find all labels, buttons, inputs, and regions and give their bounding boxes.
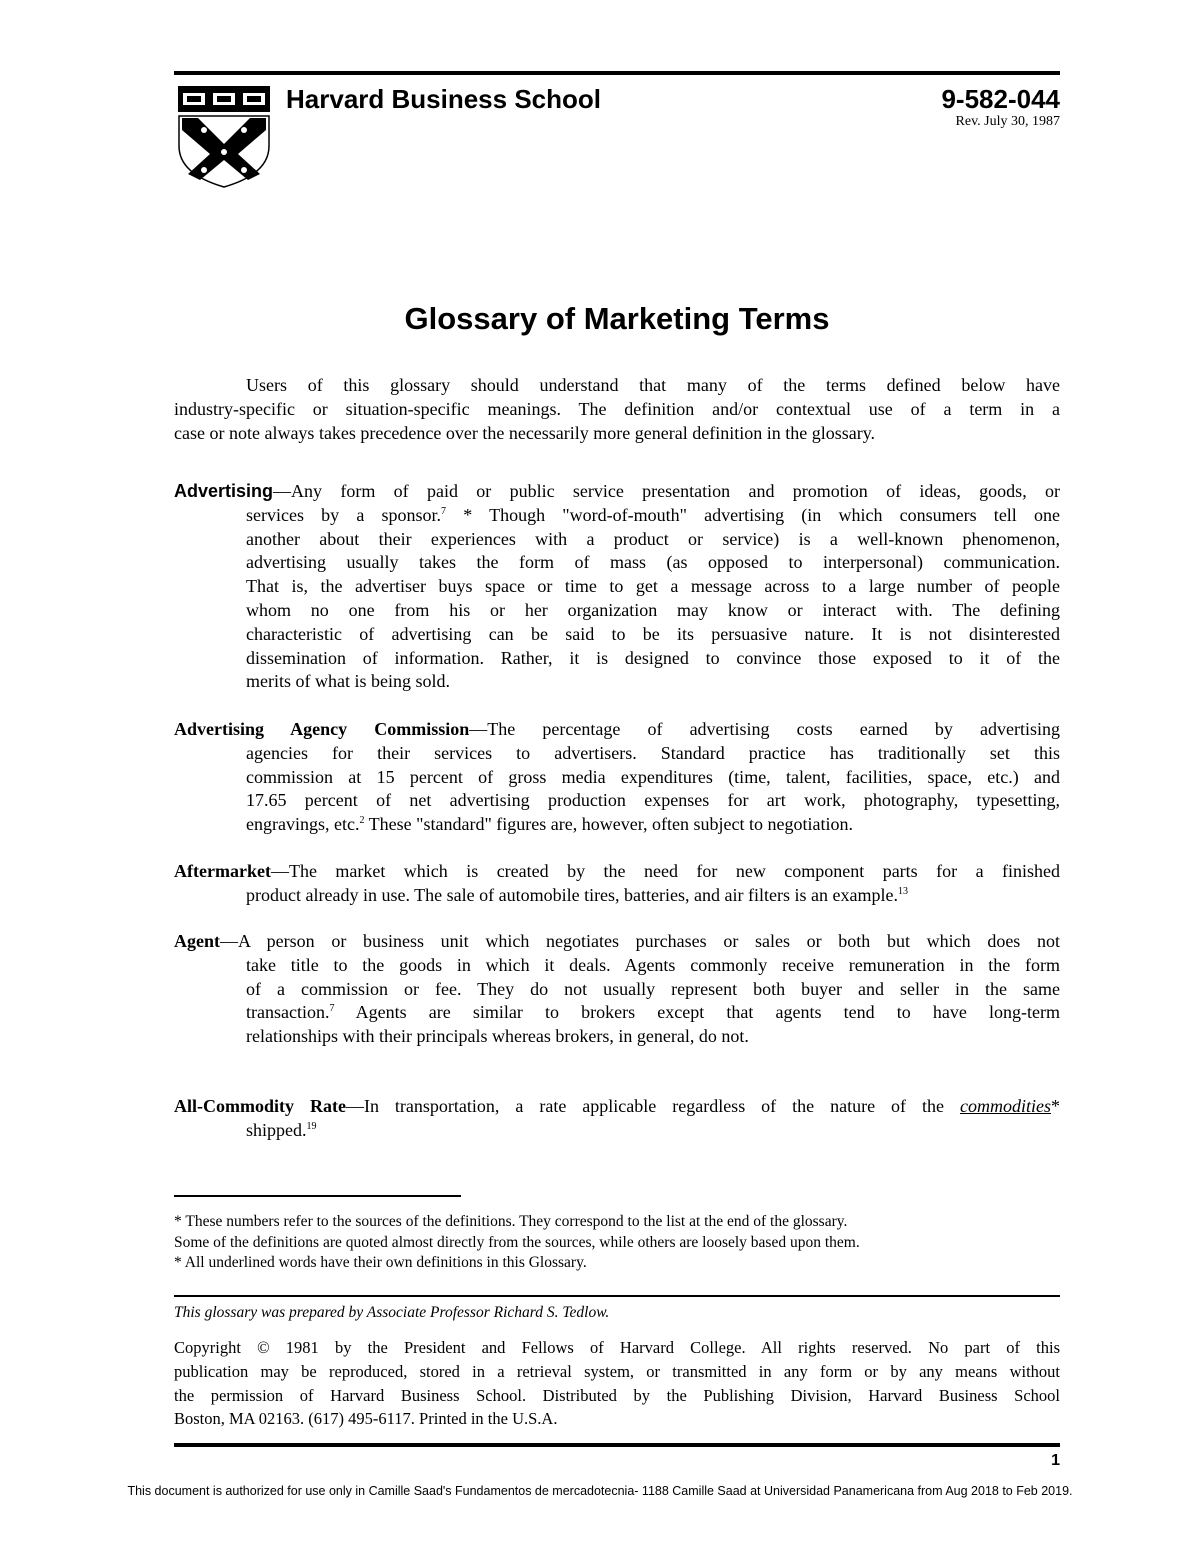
- document-number: 9-582-044: [941, 84, 1060, 114]
- intro-line: case or note always takes precedence over the necessarily more general definition in the glossary.: [174, 422, 876, 443]
- footer-rule: [174, 1295, 1060, 1297]
- hbs-shield-logo: [178, 86, 270, 188]
- page-number: 1: [1051, 1452, 1060, 1469]
- footnote-rule: [174, 1195, 461, 1197]
- definition-line: [174, 647, 1060, 671]
- definition-text: services by a sponsor.: [246, 504, 442, 525]
- definition-text: take title to the goods in which it deals. Agents commonly receive remuneration in the form: [246, 954, 1060, 975]
- definition-text: That is, the advertiser buys space or time to get a message across to a large number of people: [246, 576, 1060, 597]
- definition-text: advertising usually takes the form of mass (as opposed to interpersonal) communication.: [246, 552, 1060, 573]
- footnote-line: Some of the definitions are quoted almost directly from the sources, while others are loosely based upon them.: [174, 1233, 860, 1251]
- glossary-term: Advertising: [174, 481, 274, 501]
- source-reference: 7: [441, 505, 447, 517]
- definition-line: [174, 954, 1060, 978]
- definition-text: commission at 15 percent of gross media expenditures (time, talent, facilities, space, etc.) and: [246, 766, 1060, 787]
- school-name: Harvard Business School: [286, 84, 601, 114]
- definition-line: [174, 978, 1060, 1002]
- definition-line: [174, 575, 1060, 599]
- definition-text: another about their experiences with a product or service) is a well-known phenomenon,: [246, 528, 1060, 549]
- revision-date: Rev. July 30, 1987: [955, 114, 1060, 129]
- authorization-notice: This document is authorized for use only in Camille Saad's Fundamentos de mercadotecnia- 1188 Camille Saad at Universidad Panamericana from Aug 2018 to Feb 2019.: [127, 1484, 1073, 1498]
- glossary-entry: [174, 1095, 1060, 1143]
- intro-line: industry-specific or situation-specific meanings. The definition and/or contextual use of a term in a: [174, 398, 1060, 419]
- glossary-term: Aftermarket: [174, 861, 271, 881]
- definition-line: [174, 718, 1060, 742]
- intro-paragraph: [174, 374, 1060, 445]
- definition-line: [174, 860, 1060, 884]
- definition-text: whom no one from his or her organization may know or interact with. The defining: [246, 599, 1060, 620]
- definition-text: —The market which is created by the need for new component parts for a finished: [270, 861, 1060, 881]
- definition-line: [174, 599, 1060, 623]
- definition-text: Agents are similar to brokers except that agents tend to have long-term: [334, 1002, 1060, 1023]
- definition-text: —In transportation, a rate applicable regardless of the nature of the: [345, 1096, 960, 1116]
- definition-line: [174, 742, 1060, 766]
- source-reference: 2: [359, 815, 365, 827]
- footnotes: [174, 1212, 1060, 1274]
- glossary-term: All-Commodity Rate: [174, 1096, 346, 1116]
- definition-line: [174, 528, 1060, 552]
- definition-text: agencies for their services to advertisers. Standard practice has traditionally set this: [246, 742, 1060, 763]
- footnote-line: * These numbers refer to the sources of the definitions. They correspond to the list at the end of the glossary.: [174, 1213, 848, 1230]
- definition-text: shipped.: [246, 1119, 307, 1140]
- copyright-line: publication may be reproduced, stored in a retrieval system, or transmitted in any form or by any means without: [174, 1361, 1060, 1381]
- definition-text: product already in use. The sale of automobile tires, batteries, and air filters is an example.: [246, 884, 898, 905]
- definition-line: [174, 551, 1060, 575]
- copyright-line: the permission of Harvard Business School. Distributed by the Publishing Division, Harvard Business School: [174, 1385, 1060, 1405]
- glossary-entry: [174, 718, 1060, 837]
- definition-text: * Though "word-of-mouth" advertising (in which consumers tell one: [446, 504, 1060, 525]
- source-reference: 13: [897, 885, 908, 897]
- definition-text: characteristic of advertising can be said to be its persuasive nature. It is not disinterested: [246, 623, 1060, 644]
- definition-line: [174, 766, 1060, 790]
- copyright-line: Boston, MA 02163. (617) 495-6117. Printed in the U.S.A.: [174, 1409, 558, 1429]
- definition-line: [174, 1095, 1060, 1119]
- page-title: Glossary of Marketing Terms: [404, 301, 830, 336]
- definition-line: [174, 670, 1060, 694]
- copyright-notice: [174, 1337, 1060, 1432]
- definition-line: [174, 1119, 1060, 1143]
- footnote-line: * All underlined words have their own definitions in this Glossary.: [174, 1254, 587, 1271]
- definition-line: [174, 789, 1060, 813]
- definition-line: [174, 1025, 1060, 1049]
- cross-reference-term: commodities: [960, 1096, 1051, 1116]
- glossary-entry: [174, 860, 1060, 908]
- glossary-term: Advertising Agency Commission: [174, 719, 470, 739]
- definition-line: [174, 1001, 1060, 1025]
- definition-text: —The percentage of advertising costs earned by advertising: [469, 719, 1060, 739]
- definition-text: —A person or business unit which negotiates purchases or sales or both but which does not: [220, 931, 1060, 951]
- definition-line: [174, 504, 1060, 528]
- prepared-by: This glossary was prepared by Associate Professor Richard S. Tedlow.: [174, 1304, 610, 1321]
- definition-line: [174, 884, 1060, 908]
- glossary-entry: [174, 480, 1060, 694]
- definition-line: [174, 623, 1060, 647]
- definition-text: transaction.: [246, 1002, 330, 1023]
- definition-line: [174, 480, 1060, 504]
- definition-text: 17.65 percent of net advertising production expenses for art work, photography, typesetting,: [246, 790, 1060, 811]
- definition-line: [174, 813, 1060, 837]
- definition-text: relationships with their principals whereas brokers, in general, do not.: [246, 1026, 749, 1047]
- definition-text: dissemination of information. Rather, it is designed to convince those exposed to it of the: [246, 647, 1060, 668]
- definition-text: merits of what is being sold.: [246, 671, 450, 692]
- glossary-entry: [174, 930, 1060, 1049]
- source-reference: 7: [329, 1003, 335, 1015]
- definition-text: —Any form of paid or public service presentation and promotion of ideas, goods, or: [273, 481, 1060, 501]
- definition-text: of a commission or fee. They do not usually represent both buyer and seller in the same: [246, 978, 1060, 999]
- glossary-term: Agent: [174, 931, 220, 951]
- bottom-rule: [174, 1443, 1060, 1447]
- definition-text: These "standard" figures are, however, often subject to negotiation.: [364, 814, 853, 835]
- source-reference: 19: [306, 1120, 317, 1132]
- intro-line: Users of this glossary should understand that many of the terms defined below have: [246, 375, 1060, 395]
- copyright-line: Copyright © 1981 by the President and Fellows of Harvard College. All rights reserved. No part of this: [174, 1338, 1060, 1357]
- definition-line: [174, 930, 1060, 954]
- definition-text: *: [1050, 1096, 1060, 1116]
- definition-text: engravings, etc.: [246, 814, 360, 835]
- header-rule: [174, 71, 1060, 75]
